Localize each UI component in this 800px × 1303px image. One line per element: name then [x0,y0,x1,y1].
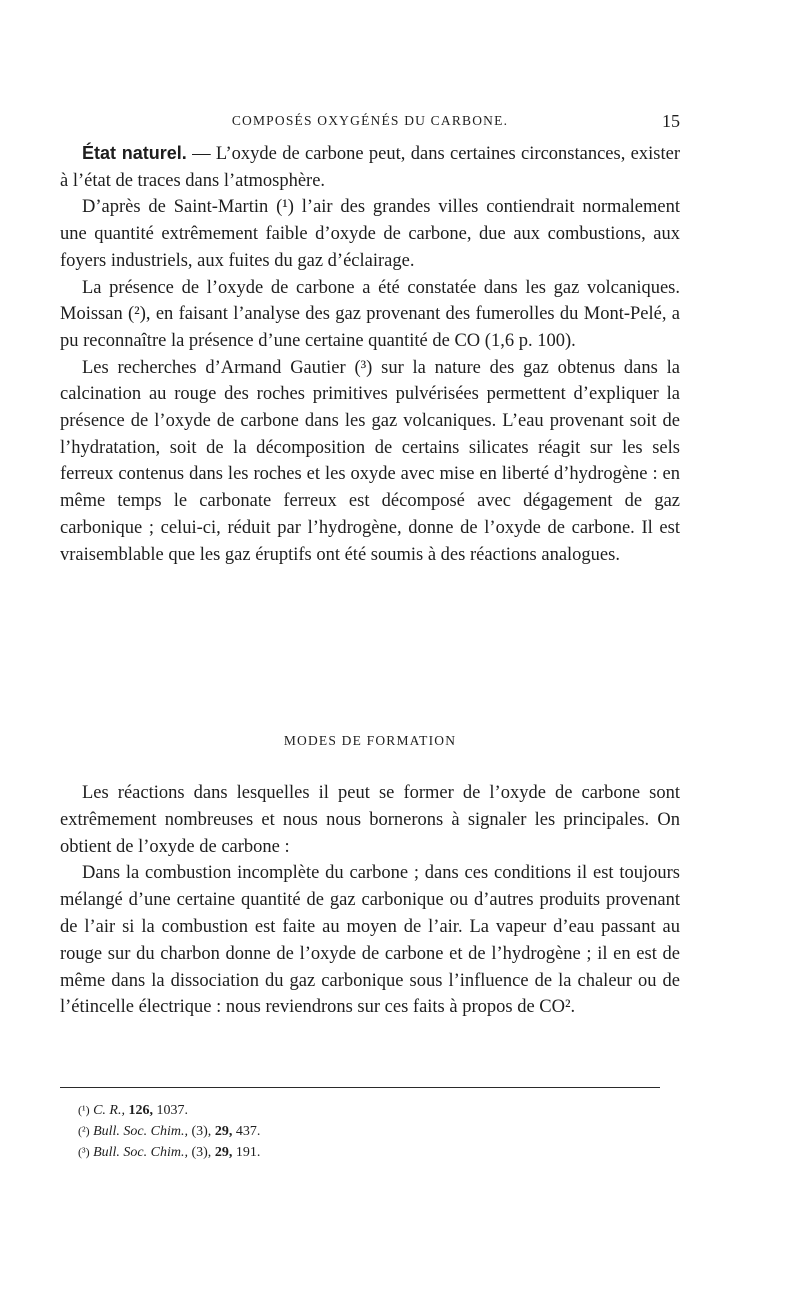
paragraph-reactions: Les réactions dans lesquelles il peut se former de l’oxyde de carbone sont extrêmement nombreuses et nous nous bornerons à signaler les principales. On obtient de l’oxyde de carbone : [60,783,680,857]
footnote-mark: (³) [78,1145,90,1159]
running-header [60,110,680,132]
footnote-volume: 29, [214,1124,233,1139]
paragraph-etat-naturel [60,140,680,194]
paragraph-moissan: La présence de l’oxyde de carbone a été constatée dans les gaz volcaniques. Moissan (²), en faisant l’analyse des gaz provenant des fumerolles du Mont-Pelé, a pu reconnaître la présence d’une certaine quantité de CO (1,6 p. 100). [60,277,680,351]
footnote-source: C. R., [93,1103,125,1118]
footnote-series: (3), [191,1145,212,1160]
footnote-page: 437. [235,1124,261,1139]
paragraph-gautier: Les recherches d’Armand Gautier (³) sur la nature des gaz obtenus dans la calcination au rouge des roches primitives pulvérisées permettent d’expliquer la présence de l’oxyde de carbone dans les gaz volcaniques. L’eau provenant soit de l’hydratation, soit de la décomposition de certains silicates réagit sur les sels ferreux contenus dans les roches et les oxyde avec mise en liberté d’hydrogène : en même temps le carbonate ferreux est décomposé avec dégagement de gaz carbonique ; celui-ci, réduit par l’hydrogène, donne de l’oxyde de carbone. Il est vraisemblable que les gaz éruptifs ont été soumis à des réactions analogues. [60,357,680,565]
footnote-volume: 29, [214,1145,233,1160]
paragraph-saint-martin: D’après de Saint-Martin (¹) l’air des grandes villes contiendrait normalement une quantité extrêmement faible d’oxyde de carbone, due aux combustions, aux foyers industriels, aux fuites du gaz d’éclairage. [60,197,680,271]
lead-etat-naturel: État naturel. [82,143,187,163]
section-heading-modes-de-formation: MODES DE FORMATION [283,733,457,748]
footnote-series: (3), [191,1124,212,1139]
footnote-3 [78,1142,578,1163]
footnote-page: 1037. [156,1103,188,1118]
etat-naturel-section [60,140,680,568]
page-number: 15 [662,111,680,131]
footnote-page: 191. [235,1145,261,1160]
footnote-mark: (¹) [78,1103,90,1117]
footnote-1 [78,1100,578,1121]
running-title: COMPOSÉS OXYGÉNÉS DU CARBONE. [231,113,509,128]
footnotes [78,1100,578,1163]
modes-de-formation-section [60,780,680,1021]
footnote-source: Bull. Soc. Chim., [93,1145,188,1160]
footnote-2 [78,1121,578,1142]
footnote-volume: 126, [128,1103,153,1118]
footnote-source: Bull. Soc. Chim., [93,1124,188,1139]
footnote-divider [60,1087,660,1088]
paragraph-combustion: Dans la combustion incomplète du carbone ; dans ces conditions il est toujours mélangé d’une certaine quantité de gaz carbonique ou d’autres produits provenant de l’air si la combustion est faite au moyen de l’air. La vapeur d’eau passant au rouge sur du charbon donne de l’oxyde de carbone et de l’hydrogène ; il en est de même dans la dissociation du gaz carbonique sous l’influence de la chaleur ou de l’étincelle électrique : nous reviendrons sur ces faits à propos de CO². [60,863,680,1018]
footnote-mark: (²) [78,1124,90,1138]
paragraph-text: — L’oxyde de carbone peut, dans certaines circonstances, exister à l’état de traces dans l’atmosphère. [60,144,680,191]
